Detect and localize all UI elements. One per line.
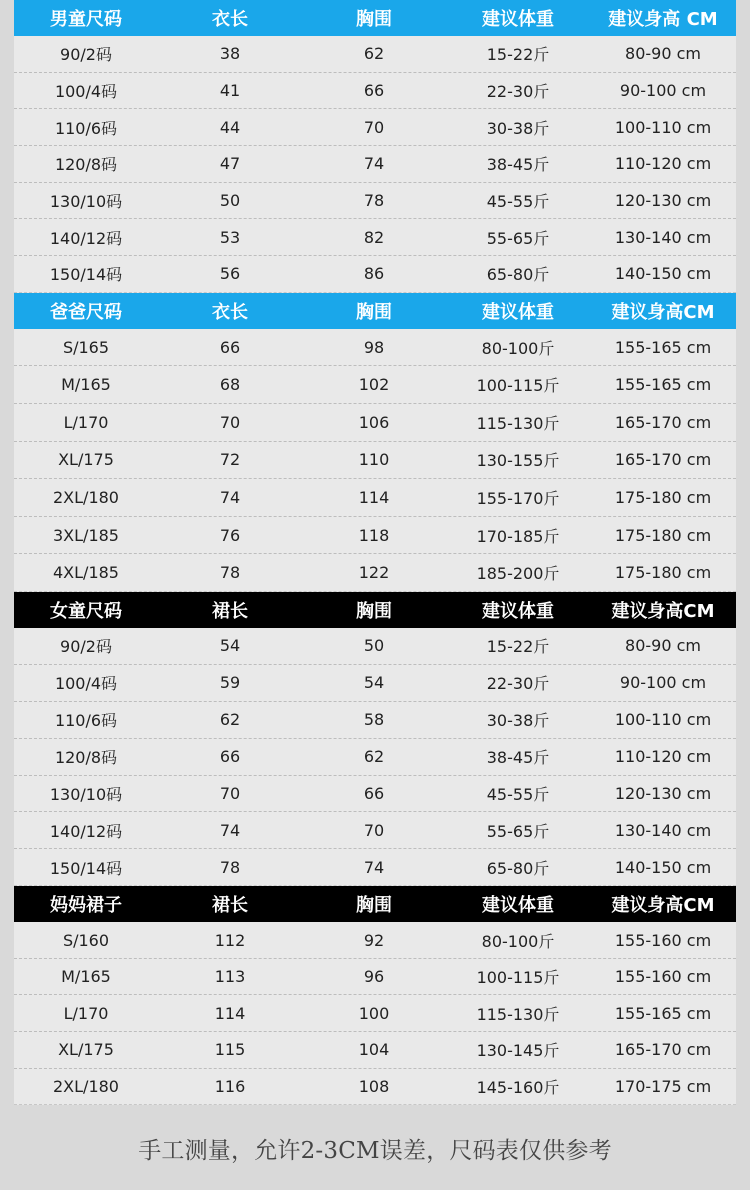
size-cell: XL/175 bbox=[58, 450, 114, 470]
weight-cell: 65-80斤 bbox=[486, 265, 550, 285]
weight-cell: 80-100斤 bbox=[481, 931, 555, 951]
weight-cell: 170-185斤 bbox=[476, 526, 560, 546]
size-cell: S/165 bbox=[62, 337, 110, 357]
boys-size-header bbox=[14, 0, 736, 36]
chest-cell: 104 bbox=[358, 1040, 390, 1060]
table-row bbox=[14, 1069, 736, 1106]
weight-cell: 80-100斤 bbox=[481, 338, 555, 358]
size-cell: L/170 bbox=[63, 1003, 109, 1023]
length-cell: 70 bbox=[219, 412, 241, 432]
table-row bbox=[14, 1032, 736, 1069]
header-height: 建议身高CM bbox=[611, 600, 715, 622]
table-row bbox=[14, 219, 736, 256]
height-cell: 130-140 cm bbox=[614, 227, 712, 247]
size-cell: 90/2码 bbox=[60, 45, 112, 65]
chest-cell: 106 bbox=[358, 412, 390, 432]
table-row bbox=[14, 479, 736, 517]
chest-cell: 114 bbox=[358, 487, 390, 507]
height-cell: 155-160 cm bbox=[614, 930, 712, 950]
weight-cell: 15-22斤 bbox=[486, 45, 550, 65]
size-cell: 110/6码 bbox=[54, 711, 118, 731]
header-height: 建议身高CM bbox=[611, 301, 715, 323]
chest-cell: 54 bbox=[363, 673, 385, 693]
height-cell: 100-110 cm bbox=[614, 710, 712, 730]
length-cell: 68 bbox=[219, 375, 241, 395]
chest-cell: 122 bbox=[358, 563, 390, 583]
table-row bbox=[14, 36, 736, 73]
table-row bbox=[14, 665, 736, 702]
weight-cell: 65-80斤 bbox=[486, 858, 550, 878]
table-row bbox=[14, 442, 736, 480]
header-length: 裙长 bbox=[212, 895, 248, 917]
size-cell: 100/4码 bbox=[54, 82, 118, 102]
height-cell: 155-165 cm bbox=[614, 375, 712, 395]
weight-cell: 45-55斤 bbox=[486, 192, 550, 212]
table-row bbox=[14, 109, 736, 146]
table-row bbox=[14, 73, 736, 110]
length-cell: 114 bbox=[214, 1003, 246, 1023]
size-cell: 130/10码 bbox=[49, 784, 123, 804]
table-row bbox=[14, 702, 736, 739]
weight-cell: 22-30斤 bbox=[486, 674, 550, 694]
header-weight: 建议体重 bbox=[482, 301, 554, 323]
height-cell: 100-110 cm bbox=[614, 117, 712, 137]
table-row bbox=[14, 849, 736, 886]
weight-cell: 38-45斤 bbox=[486, 748, 550, 768]
weight-cell: 30-38斤 bbox=[486, 711, 550, 731]
weight-cell: 55-65斤 bbox=[486, 821, 550, 841]
height-cell: 175-180 cm bbox=[614, 525, 712, 545]
height-cell: 130-140 cm bbox=[614, 820, 712, 840]
header-size: 女童尺码 bbox=[50, 600, 122, 622]
chest-cell: 74 bbox=[363, 154, 385, 174]
length-cell: 66 bbox=[219, 747, 241, 767]
header-chest: 胸围 bbox=[356, 301, 392, 323]
chest-cell: 74 bbox=[363, 857, 385, 877]
chest-cell: 70 bbox=[363, 117, 385, 137]
weight-cell: 45-55斤 bbox=[486, 784, 550, 804]
table-row bbox=[14, 959, 736, 996]
table-row bbox=[14, 517, 736, 555]
height-cell: 80-90 cm bbox=[625, 44, 701, 64]
header-chest: 胸围 bbox=[356, 600, 392, 622]
size-cell: 2XL/180 bbox=[53, 1076, 119, 1096]
size-cell: 130/10码 bbox=[49, 192, 123, 212]
weight-cell: 55-65斤 bbox=[486, 228, 550, 248]
boys-size-section bbox=[14, 0, 736, 293]
length-cell: 115 bbox=[214, 1040, 246, 1060]
header-length: 衣长 bbox=[212, 9, 248, 30]
height-cell: 140-150 cm bbox=[614, 264, 712, 284]
size-cell: S/160 bbox=[62, 930, 110, 950]
weight-cell: 130-155斤 bbox=[476, 451, 560, 471]
table-row bbox=[14, 628, 736, 665]
length-cell: 59 bbox=[219, 673, 241, 693]
height-cell: 110-120 cm bbox=[614, 154, 712, 174]
header-chest: 胸围 bbox=[356, 895, 392, 917]
size-cell: 120/8码 bbox=[54, 155, 118, 175]
chest-cell: 100 bbox=[358, 1003, 390, 1023]
table-row bbox=[14, 739, 736, 776]
weight-cell: 115-130斤 bbox=[476, 413, 560, 433]
height-cell: 80-90 cm bbox=[625, 636, 701, 656]
height-cell: 165-170 cm bbox=[614, 412, 712, 432]
height-cell: 120-130 cm bbox=[614, 191, 712, 211]
table-row bbox=[14, 183, 736, 220]
length-cell: 113 bbox=[214, 967, 246, 987]
table-row bbox=[14, 256, 736, 293]
weight-cell: 22-30斤 bbox=[486, 82, 550, 102]
size-cell: 150/14码 bbox=[49, 858, 123, 878]
weight-cell: 38-45斤 bbox=[486, 155, 550, 175]
chest-cell: 82 bbox=[363, 227, 385, 247]
table-row bbox=[14, 776, 736, 813]
header-chest: 胸围 bbox=[356, 9, 392, 30]
size-cell: 4XL/185 bbox=[53, 563, 119, 583]
chest-cell: 66 bbox=[363, 783, 385, 803]
chest-cell: 62 bbox=[363, 44, 385, 64]
table-row bbox=[14, 995, 736, 1032]
length-cell: 41 bbox=[219, 81, 241, 101]
height-cell: 155-165 cm bbox=[614, 1003, 712, 1023]
height-cell: 170-175 cm bbox=[614, 1076, 712, 1096]
length-cell: 78 bbox=[219, 563, 241, 583]
length-cell: 62 bbox=[219, 710, 241, 730]
height-cell: 140-150 cm bbox=[614, 857, 712, 877]
weight-cell: 100-115斤 bbox=[476, 968, 560, 988]
table-row bbox=[14, 366, 736, 404]
chest-cell: 62 bbox=[363, 747, 385, 767]
length-cell: 76 bbox=[219, 525, 241, 545]
length-cell: 72 bbox=[219, 450, 241, 470]
table-row bbox=[14, 922, 736, 959]
header-size: 男童尺码 bbox=[50, 9, 122, 30]
header-weight: 建议体重 bbox=[482, 600, 554, 622]
table-row bbox=[14, 812, 736, 849]
size-cell: M/165 bbox=[61, 375, 111, 395]
table-row bbox=[14, 146, 736, 183]
header-height: 建议身高 CM bbox=[608, 9, 718, 30]
table-row bbox=[14, 329, 736, 367]
header-size: 爸爸尺码 bbox=[50, 301, 122, 323]
chest-cell: 58 bbox=[363, 710, 385, 730]
weight-cell: 130-145斤 bbox=[476, 1041, 560, 1061]
height-cell: 90-100 cm bbox=[619, 81, 707, 101]
length-cell: 47 bbox=[219, 154, 241, 174]
length-cell: 44 bbox=[219, 117, 241, 137]
size-cell: 2XL/180 bbox=[53, 487, 119, 507]
dad-size-header bbox=[14, 293, 736, 329]
length-cell: 53 bbox=[219, 227, 241, 247]
chest-cell: 96 bbox=[363, 967, 385, 987]
length-cell: 116 bbox=[214, 1076, 246, 1096]
header-length: 衣长 bbox=[212, 301, 248, 323]
chest-cell: 98 bbox=[363, 337, 385, 357]
weight-cell: 145-160斤 bbox=[476, 1077, 560, 1097]
length-cell: 66 bbox=[219, 337, 241, 357]
header-length: 裙长 bbox=[212, 600, 248, 622]
height-cell: 175-180 cm bbox=[614, 487, 712, 507]
length-cell: 38 bbox=[219, 44, 241, 64]
weight-cell: 15-22斤 bbox=[486, 637, 550, 657]
girls-size-header bbox=[14, 592, 736, 628]
chest-cell: 108 bbox=[358, 1076, 390, 1096]
size-cell: 150/14码 bbox=[49, 265, 123, 285]
size-cell: 120/8码 bbox=[54, 748, 118, 768]
weight-cell: 100-115斤 bbox=[476, 376, 560, 396]
weight-cell: 115-130斤 bbox=[476, 1004, 560, 1024]
chest-cell: 86 bbox=[363, 264, 385, 284]
size-cell: 100/4码 bbox=[54, 674, 118, 694]
header-size: 妈妈裙子 bbox=[50, 895, 122, 917]
height-cell: 155-165 cm bbox=[614, 337, 712, 357]
size-cell: XL/175 bbox=[58, 1040, 114, 1060]
weight-cell: 155-170斤 bbox=[476, 488, 560, 508]
size-cell: 110/6码 bbox=[54, 118, 118, 138]
length-cell: 56 bbox=[219, 264, 241, 284]
height-cell: 120-130 cm bbox=[614, 783, 712, 803]
mom-size-section bbox=[14, 886, 736, 1105]
length-cell: 50 bbox=[219, 191, 241, 211]
length-cell: 74 bbox=[219, 820, 241, 840]
table-row bbox=[14, 404, 736, 442]
measurement-note: 手工测量，允许2-3CM误差，尺码表仅供参考 bbox=[138, 1138, 612, 1164]
size-cell: M/165 bbox=[61, 967, 111, 987]
height-cell: 110-120 cm bbox=[614, 747, 712, 767]
girls-size-section bbox=[14, 592, 736, 886]
length-cell: 78 bbox=[219, 857, 241, 877]
height-cell: 165-170 cm bbox=[614, 1040, 712, 1060]
height-cell: 175-180 cm bbox=[614, 563, 712, 583]
size-cell: L/170 bbox=[63, 412, 109, 432]
size-cell: 140/12码 bbox=[49, 228, 123, 248]
length-cell: 70 bbox=[219, 783, 241, 803]
height-cell: 90-100 cm bbox=[619, 673, 707, 693]
chest-cell: 118 bbox=[358, 525, 390, 545]
chest-cell: 50 bbox=[363, 636, 385, 656]
dad-size-section bbox=[14, 293, 736, 592]
size-cell: 90/2码 bbox=[60, 637, 112, 657]
chest-cell: 102 bbox=[358, 375, 390, 395]
length-cell: 54 bbox=[219, 636, 241, 656]
size-cell: 3XL/185 bbox=[53, 525, 119, 545]
weight-cell: 185-200斤 bbox=[476, 564, 560, 584]
table-row bbox=[14, 554, 736, 592]
size-cell: 140/12码 bbox=[49, 821, 123, 841]
height-cell: 155-160 cm bbox=[614, 967, 712, 987]
chest-cell: 110 bbox=[358, 450, 390, 470]
chest-cell: 70 bbox=[363, 820, 385, 840]
length-cell: 112 bbox=[214, 930, 246, 950]
length-cell: 74 bbox=[219, 487, 241, 507]
weight-cell: 30-38斤 bbox=[486, 118, 550, 138]
mom-size-header bbox=[14, 886, 736, 922]
chest-cell: 78 bbox=[363, 191, 385, 211]
chest-cell: 66 bbox=[363, 81, 385, 101]
height-cell: 165-170 cm bbox=[614, 450, 712, 470]
header-weight: 建议体重 bbox=[482, 9, 554, 30]
header-height: 建议身高CM bbox=[611, 895, 715, 917]
chest-cell: 92 bbox=[363, 930, 385, 950]
size-chart-table bbox=[14, 0, 736, 1105]
header-weight: 建议体重 bbox=[482, 895, 554, 917]
